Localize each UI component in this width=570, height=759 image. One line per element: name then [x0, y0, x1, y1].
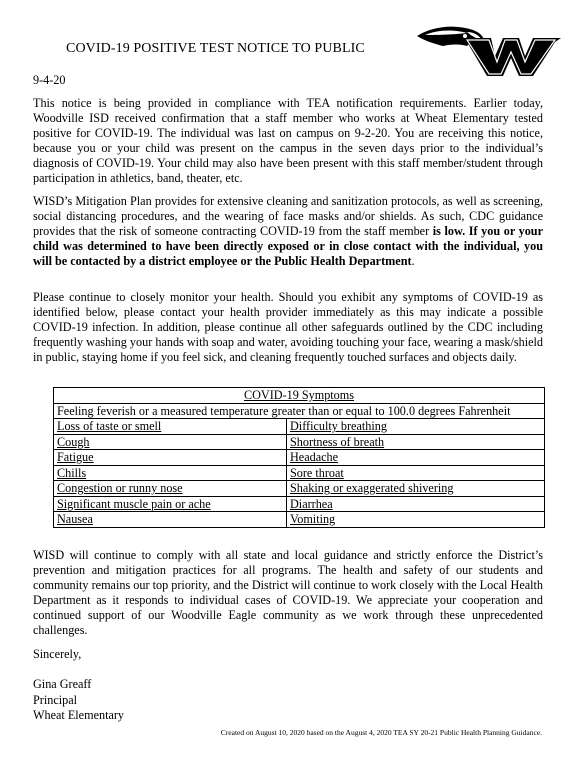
symptoms-table-header: COVID-19 Symptoms: [54, 388, 545, 404]
symptom-cell: Chills: [54, 465, 287, 481]
paragraph-monitor-health: Please continue to closely monitor your health. Should you exhibit any symptoms of COVID-19 as identified below, please contact your health provider immediately as this may indicate a possible COVID-19 infection. In addition, please continue all other safeguards outlined by the CDC including frequently washing your hands with soap and water, avoiding touching your face, wearing a mask/shield in public, staying home if you feel sick, and cleaning frequently touched surfaces and objects daily.: [33, 290, 543, 364]
eagle-w-logo: [415, 22, 565, 78]
table-row: [54, 512, 545, 528]
closing-salutation: Sincerely,: [33, 647, 82, 661]
symptom-cell: Sore throat: [287, 465, 545, 481]
symptom-cell: Vomiting: [287, 512, 545, 528]
table-row: [54, 496, 545, 512]
symptom-fever: Feeling feverish or a measured temperature greater than or equal to 100.0 degrees Fahrenheit: [54, 403, 545, 419]
signer-name: Gina Greaff: [33, 677, 92, 691]
symptom-cell: Cough: [54, 434, 287, 450]
symptom-cell: Congestion or runny nose: [54, 481, 287, 497]
signer-position: Principal: [33, 692, 78, 707]
table-row: [54, 419, 545, 435]
symptom-cell: Diarrhea: [287, 496, 545, 512]
symptom-cell: Difficulty breathing: [287, 419, 545, 435]
symptom-cell: Significant muscle pain or ache: [54, 496, 287, 512]
symptom-cell: Shaking or exaggerated shivering: [287, 481, 545, 497]
paragraph-notification: This notice is being provided in compliance with TEA notification requirements. Earlier today, Woodville ISD received confirmation that a staff member who works at Wheat Elementary tested positive for COVID-19. The individual was last on campus on 9-2-20. You are receiving this notice, because you or your child was present on the campus in the seven days prior to the individual’s diagnosis of COVID-19. Your child may also have been present with this staff member/student through participation in athletics, band, theater, etc.: [33, 96, 543, 185]
symptoms-table: [53, 387, 545, 528]
paragraph-commitment: WISD will continue to comply with all state and local guidance and strictly enforce the District’s prevention and mitigation practices for all programs. The health and safety of our students and community remains our top priority, and the District will continue to work closely with the Local Health Department as it responds to individual cases of COVID-19. We appreciate your cooperation and continued support of our Woodville Eagle community as we work through these unprecedented challenges.: [33, 548, 543, 637]
exposure-warning: is low. If you or your child was determined to have been directly exposed or in close contact with the individual, you will be contacted by a district employee or the Public Health Department: [33, 224, 543, 268]
table-row: [54, 434, 545, 450]
symptom-cell: Loss of taste or smell: [54, 419, 287, 435]
page-title: COVID-19 POSITIVE TEST NOTICE TO PUBLIC: [66, 41, 365, 56]
paragraph-mitigation: [33, 194, 543, 269]
table-row: [54, 450, 545, 466]
footer-note: Created on August 10, 2020 based on the August 4, 2020 TEA SY 20-21 Public Health Planning Guidance.: [220, 728, 542, 737]
symptom-cell: Shortness of breath: [287, 434, 545, 450]
symptom-cell: Headache: [287, 450, 545, 466]
table-row: [54, 465, 545, 481]
signature-block: [33, 677, 124, 724]
notice-date: 9-4-20: [33, 73, 66, 87]
signer-school: Wheat Elementary: [33, 708, 125, 722]
symptom-cell: Fatigue: [54, 450, 287, 466]
symptom-cell: Nausea: [54, 512, 287, 528]
mitigation-end: .: [411, 254, 415, 268]
mitigation-text: WISD’s Mitigation Plan provides for extensive cleaning and sanitization protocols, as well as screening, social distancing procedures, and the wearing of face masks and/or shields. As such, CDC guidance provides that the risk of someone contracting COVID-19 from the staff member: [33, 194, 543, 238]
table-row: [54, 481, 545, 497]
